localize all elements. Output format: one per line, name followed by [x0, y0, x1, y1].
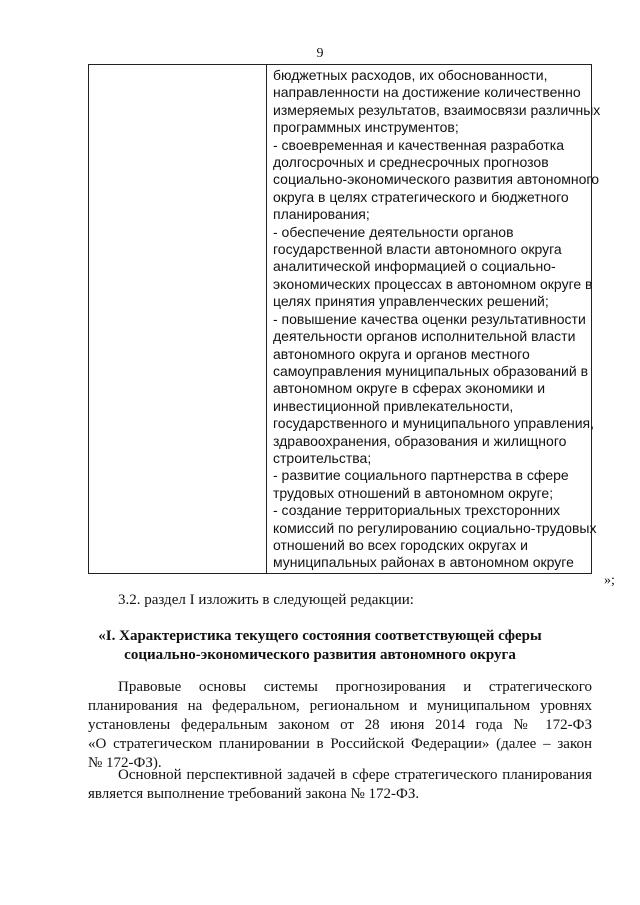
table-text-line: измеряемых результатов, взаимосвязи различных — [273, 101, 601, 118]
table-text-line: - своевременная и качественная разработка — [273, 136, 564, 153]
table-text-line: трудовых отношений в автономном округе; — [273, 484, 554, 501]
table-text-line: самоуправления муниципальных образований в — [273, 362, 589, 379]
table-column-divider — [266, 65, 267, 573]
table-text-line: - создание территориальных трехсторонних — [273, 502, 561, 519]
table-text-line: округа в целях стратегического и бюджетного — [273, 188, 569, 205]
table-text-line: аналитической информацией о социально- — [273, 258, 556, 275]
table-text-line: строительства; — [273, 449, 372, 466]
table-text-line: муниципальных районах в автономном округе — [273, 554, 574, 571]
table-text-line: планирования; — [273, 206, 370, 223]
paragraph-line: № 172-ФЗ). — [88, 755, 162, 771]
paragraph-line: планирования на федеральном, региональном и муниципальном уровнях — [88, 698, 592, 714]
section-heading-line: социально-экономического развития автономного округа — [124, 647, 516, 663]
table-text-line: целях принятия управленческих решений; — [273, 293, 549, 310]
paragraph-main-task — [88, 766, 592, 804]
paragraph-line: Основной перспективной задачей в сфере стратегического планирования — [118, 767, 592, 783]
closing-quote: »; — [604, 573, 615, 588]
table-text-line: - обеспечение деятельности органов — [273, 223, 514, 240]
paragraph-line: установлены федеральным законом от 28 июня 2014 года № 172-ФЗ — [88, 717, 592, 733]
paragraph-line: Правовые основы системы прогнозирования и стратегического — [118, 679, 592, 695]
table-text-line: бюджетных расходов, их обоснованности, — [273, 67, 548, 83]
table-text-line: экономических процессах в автономном округе в — [273, 275, 593, 292]
table-text-line: инвестиционной привлекательности, — [273, 397, 514, 414]
table-text-line: автономном округе в сферах экономики и — [273, 380, 546, 397]
table-text-line: государственной власти автономного округа — [273, 241, 562, 258]
table-text-line: долгосрочных и среднесрочных прогнозов — [273, 154, 549, 171]
paragraph-line: является выполнение требований закона № 172-ФЗ. — [88, 786, 420, 802]
table-text-line: отношений во всех городских округах и — [273, 536, 528, 553]
table-text-line: направленности на достижение количественно — [273, 84, 581, 101]
amendment-instruction: 3.2. раздел I изложить в следующей редакции: — [118, 592, 414, 608]
table-text-line: программных инструментов; — [273, 119, 459, 136]
table-text-line: - развитие социального партнерства в сфере — [273, 467, 569, 484]
table-text-line: - повышение качества оценки результативности — [273, 310, 586, 327]
table-text-line: здравоохранения, образования и жилищного — [273, 432, 567, 449]
page-number: 9 — [316, 46, 324, 61]
table-text-line: автономного округа и органов местного — [273, 345, 530, 362]
table-text-line: комиссий по регулированию социально-трудовых — [273, 519, 597, 536]
paragraph-line: «О стратегическом планировании в Российской Федерации» (далее – закон — [88, 736, 592, 752]
paragraph-legal-basis — [88, 678, 592, 773]
continuation-table — [88, 64, 601, 574]
table-text-line: государственного и муниципального управления, — [273, 415, 595, 432]
section-heading-line: «I. Характеристика текущего состояния соответствующей сферы — [98, 628, 542, 644]
section-heading — [0, 627, 640, 665]
table-right-cell — [273, 67, 601, 572]
table-text-line: социально-экономического развития автономного — [273, 171, 600, 188]
table-text-line: деятельности органов исполнительной власти — [273, 328, 576, 345]
table-left-cell — [89, 65, 266, 573]
